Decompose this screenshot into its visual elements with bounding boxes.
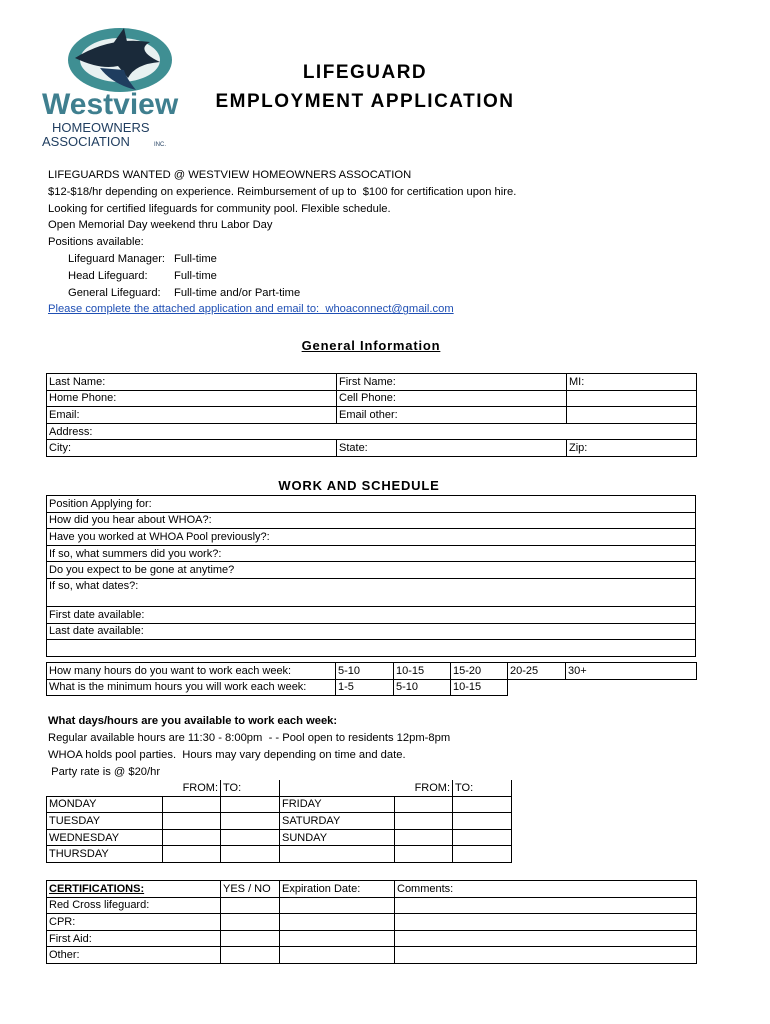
position-type: Full-time and/or Part-time: [174, 286, 301, 299]
table-row: [47, 846, 512, 863]
work-table: [46, 495, 696, 657]
cert-label: First Aid:: [47, 930, 221, 947]
day-label: WEDNESDAY: [47, 829, 163, 846]
to-cell[interactable]: [453, 796, 512, 813]
cert-label: Other:: [47, 947, 221, 964]
state-field[interactable]: State:: [337, 440, 567, 457]
table-row: [47, 390, 697, 407]
title-line-2: EMPLOYMENT APPLICATION: [215, 91, 515, 112]
from-cell[interactable]: [163, 846, 221, 863]
general-heading: General Information: [301, 338, 441, 353]
day-label: THURSDAY: [47, 846, 163, 863]
comments-cell[interactable]: [395, 930, 697, 947]
table-row: [47, 947, 697, 964]
last-date-field[interactable]: Last date available:: [47, 623, 696, 640]
availability-line: Party rate is @ $20/hr: [48, 766, 161, 778]
expiration-cell[interactable]: [280, 914, 395, 931]
hours-option[interactable]: 5-10: [336, 663, 394, 680]
intro-block: [48, 167, 516, 318]
work-heading: WORK AND SCHEDULE: [278, 478, 440, 493]
table-row: [47, 562, 696, 579]
hours-option[interactable]: 30+: [566, 663, 697, 680]
position-name: General Lifeguard:: [68, 286, 161, 299]
cell-phone-field[interactable]: Cell Phone:: [337, 390, 567, 407]
table-row: [47, 796, 512, 813]
intro-line: LIFEGUARDS WANTED @ WESTVIEW HOMEOWNERS ASSOCATION: [48, 169, 412, 181]
hours-option[interactable]: 15-20: [451, 663, 508, 680]
position-name: Lifeguard Manager:: [68, 252, 166, 265]
yes-no-cell[interactable]: [221, 914, 280, 931]
address-field[interactable]: Address:: [47, 423, 697, 440]
table-row: [47, 423, 697, 440]
schedule-table: [46, 780, 512, 863]
day-label: SATURDAY: [280, 813, 395, 830]
shark-logo-icon: [40, 18, 182, 150]
table-row: [47, 440, 697, 457]
from-cell[interactable]: [395, 829, 453, 846]
intro-line: Positions available:: [48, 236, 144, 249]
table-row: [47, 545, 696, 562]
hours-option[interactable]: 10-15: [451, 679, 508, 696]
title-line-1: LIFEGUARD: [302, 62, 428, 83]
email-link[interactable]: Please complete the attached application and email to: whoaconnect@gmail.com: [48, 303, 454, 316]
table-row: [47, 679, 697, 696]
table-row: [47, 407, 697, 424]
expiration-cell[interactable]: [280, 897, 395, 914]
yes-no-cell[interactable]: [221, 947, 280, 964]
position-field[interactable]: Position Applying for:: [47, 496, 696, 513]
intro-line: Looking for certified lifeguards for community pool. Flexible schedule.: [48, 202, 391, 215]
hours-option[interactable]: 5-10: [394, 679, 451, 696]
yes-no-cell[interactable]: [221, 897, 280, 914]
svg-text:HOMEOWNERS: HOMEOWNERS: [52, 120, 150, 135]
cert-label: CPR:: [47, 914, 221, 931]
intro-line: Open Memorial Day weekend thru Labor Day: [48, 219, 273, 232]
to-cell[interactable]: [221, 813, 280, 830]
table-row: [47, 496, 696, 513]
hours-option[interactable]: 1-5: [336, 679, 394, 696]
availability-line: WHOA holds pool parties. Hours may vary depending on time and date.: [48, 749, 406, 761]
summers-field[interactable]: If so, what summers did you work?:: [47, 545, 696, 562]
comments-cell[interactable]: [395, 947, 697, 964]
hear-field[interactable]: How did you hear about WHOA?:: [47, 512, 696, 529]
to-cell[interactable]: [221, 829, 280, 846]
empty-row: [47, 640, 696, 657]
last-name-field[interactable]: Last Name:: [47, 374, 337, 391]
from-cell[interactable]: [163, 796, 221, 813]
worked-field[interactable]: Have you worked at WHOA Pool previously?:: [47, 529, 696, 546]
table-row: [47, 930, 697, 947]
from-header: FROM:: [414, 781, 451, 794]
to-cell[interactable]: [221, 846, 280, 863]
table-row: [47, 897, 697, 914]
hours-table: [46, 662, 697, 696]
from-cell[interactable]: [395, 796, 453, 813]
position-type: Full-time: [174, 269, 217, 282]
svg-text:Westview: Westview: [42, 88, 179, 121]
first-name-field[interactable]: First Name:: [337, 374, 567, 391]
table-row: [47, 881, 697, 898]
availability-line: Regular available hours are 11:30 - 8:00pm - - Pool open to residents 12pm-8pm: [48, 732, 451, 744]
table-row: [47, 663, 697, 680]
from-cell[interactable]: [395, 846, 453, 863]
table-row: [47, 578, 696, 606]
position-row: [48, 251, 516, 268]
from-cell[interactable]: [163, 813, 221, 830]
comments-cell[interactable]: [395, 897, 697, 914]
table-row: [47, 640, 696, 657]
availability-heading: What days/hours are you available to work each week:: [48, 715, 338, 727]
table-row: [47, 606, 696, 623]
gone-field[interactable]: Do you expect to be gone at anytime?: [47, 562, 696, 579]
to-header: TO:: [453, 780, 512, 796]
day-label: MONDAY: [47, 796, 163, 813]
table-row: [47, 529, 696, 546]
table-row: [47, 829, 512, 846]
certifications-table: [46, 880, 697, 964]
empty-cell: [280, 846, 395, 863]
hours-option[interactable]: 20-25: [508, 663, 566, 680]
city-field[interactable]: City:: [47, 440, 337, 457]
empty-cell: [566, 679, 697, 696]
general-info-table: [46, 373, 697, 457]
intro-line: $12-$18/hr depending on experience. Reimbursement of up to $100 for certification upon hire.: [48, 185, 517, 198]
svg-text:ASSOCIATION: ASSOCIATION: [42, 134, 130, 149]
email-other-field[interactable]: Email other:: [337, 407, 567, 424]
cert-label: Red Cross lifeguard:: [47, 897, 221, 914]
empty-cell[interactable]: [567, 390, 697, 407]
table-row: [47, 914, 697, 931]
position-type: Full-time: [174, 252, 217, 265]
day-label: TUESDAY: [47, 813, 163, 830]
to-cell[interactable]: [453, 846, 512, 863]
from-header: FROM:: [182, 781, 219, 794]
table-row: [47, 374, 697, 391]
svg-text:INC.: INC.: [154, 142, 166, 148]
first-date-field[interactable]: First date available:: [47, 606, 696, 623]
table-row: [47, 780, 512, 796]
to-cell[interactable]: [453, 829, 512, 846]
table-row: [47, 512, 696, 529]
empty-cell[interactable]: [567, 407, 697, 424]
email-field[interactable]: Email:: [47, 407, 337, 424]
position-row: [48, 285, 516, 302]
yes-no-cell[interactable]: [221, 930, 280, 947]
home-phone-field[interactable]: Home Phone:: [47, 390, 337, 407]
to-header: TO:: [221, 780, 280, 796]
mi-field[interactable]: MI:: [567, 374, 697, 391]
expiration-cell[interactable]: [280, 930, 395, 947]
expiration-header: Expiration Date:: [280, 881, 395, 898]
day-label: FRIDAY: [280, 796, 395, 813]
to-cell[interactable]: [453, 813, 512, 830]
day-label: SUNDAY: [280, 829, 395, 846]
certifications-heading: CERTIFICATIONS:: [47, 881, 221, 898]
comments-cell[interactable]: [395, 914, 697, 931]
yes-no-header: YES / NO: [221, 881, 280, 898]
position-row: [48, 268, 516, 285]
hours-option[interactable]: 10-15: [394, 663, 451, 680]
dates-field[interactable]: If so, what dates?:: [47, 578, 696, 606]
to-cell[interactable]: [221, 796, 280, 813]
table-row: [47, 813, 512, 830]
hours-want-label: How many hours do you want to work each week:: [47, 663, 336, 680]
table-row: [47, 623, 696, 640]
position-name: Head Lifeguard:: [68, 269, 148, 282]
comments-header: Comments:: [395, 881, 697, 898]
from-cell[interactable]: [163, 829, 221, 846]
expiration-cell[interactable]: [280, 947, 395, 964]
zip-field[interactable]: Zip:: [567, 440, 697, 457]
from-cell[interactable]: [395, 813, 453, 830]
westview-logo: [40, 18, 182, 150]
empty-cell: [508, 679, 566, 696]
hours-min-label: What is the minimum hours you will work each week:: [47, 679, 336, 696]
